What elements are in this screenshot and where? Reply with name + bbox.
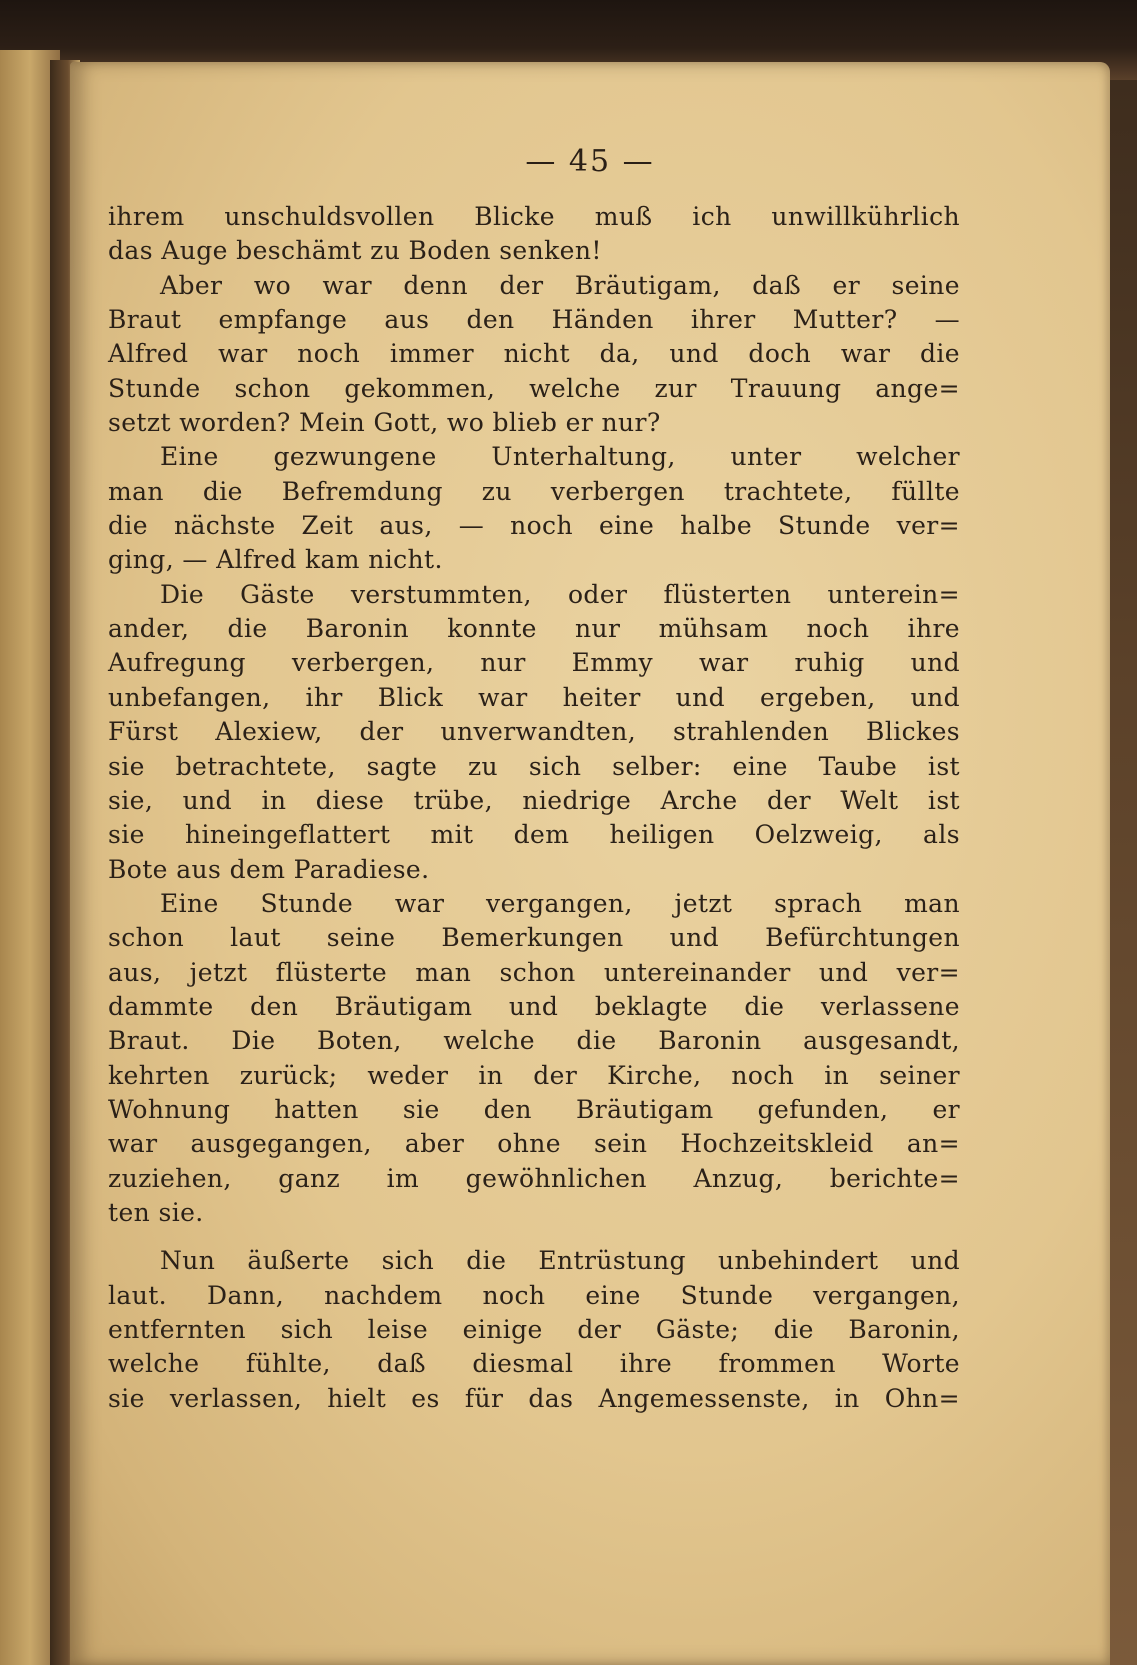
text-line: sie verlassen, hielt es für das Angemessenste, in Ohn= — [108, 1383, 960, 1413]
text-line: entfernten sich leise einige der Gäste; die Baronin, — [108, 1315, 960, 1344]
text-line: war ausgegangen, aber ohne sein Hochzeitskleid an= — [108, 1129, 960, 1159]
text-line: Aber wo war denn der Bräutigam, daß er seine — [160, 270, 960, 300]
text-line: Die Gäste verstummten, oder flüsterten unterein= — [160, 579, 960, 609]
text-line: ander, die Baronin konnte nur mühsam noch ihre — [108, 614, 960, 644]
text-line: Wohnung hatten sie den Bräutigam gefunden, er — [108, 1094, 960, 1124]
text-line: Stunde schon gekommen, welche zur Trauung ange= — [108, 373, 960, 403]
text-line: die nächste Zeit aus, — noch eine halbe Stunde ver= — [108, 511, 960, 541]
text-line: das Auge beschämt zu Boden senken! — [108, 236, 602, 266]
page-number: — 45 — — [525, 144, 655, 179]
text-line: laut. Dann, nachdem noch eine Stunde vergangen, — [108, 1280, 960, 1310]
text-line: zuziehen, ganz im gewöhnlichen Anzug, berichte= — [108, 1163, 960, 1193]
text-line: Alfred war noch immer nicht da, und doch war die — [108, 339, 960, 369]
text-line: Braut empfange aus den Händen ihrer Mutter? — — [108, 305, 960, 335]
text-line: Eine Stunde war vergangen, jetzt sprach man — [160, 888, 960, 918]
text-line: sie hineingeflattert mit dem heiligen Oelzweig, als — [108, 820, 960, 850]
text-line: Braut. Die Boten, welche die Baronin ausgesandt, — [108, 1026, 960, 1056]
text-line: man die Befremdung zu verbergen trachtete, füllte — [108, 476, 960, 506]
text-line: Nun äußerte sich die Entrüstung unbehindert und — [160, 1246, 960, 1276]
text-line: ten sie. — [108, 1197, 204, 1227]
text-line: aus, jetzt flüsterte man schon untereinander und ver= — [108, 957, 960, 987]
book-page — [70, 62, 1110, 1665]
text-line: ihrem unschuldsvollen Blicke muß ich unwillkührlich — [108, 202, 960, 231]
text-line: Bote aus dem Paradiese. — [108, 854, 430, 884]
text-line: unbefangen, ihr Blick war heiter und ergeben, und — [108, 682, 960, 712]
text-line: sie, und in diese trübe, niedrige Arche der Welt ist — [108, 785, 960, 815]
text-line: dammte den Bräutigam und beklagte die verlassene — [108, 991, 960, 1021]
body-text — [108, 200, 960, 1416]
text-line: ging, — Alfred kam nicht. — [108, 545, 443, 575]
text-line: Fürst Alexiew, der unverwandten, strahlenden Blickes — [108, 717, 960, 747]
text-line: Eine gezwungene Unterhaltung, unter welcher — [160, 442, 960, 472]
text-line: Aufregung verbergen, nur Emmy war ruhig und — [108, 648, 960, 678]
text-line: sie betrachtete, sagte zu sich selber: eine Taube ist — [108, 751, 960, 781]
text-line: welche fühlte, daß diesmal ihre frommen Worte — [108, 1349, 960, 1379]
text-line: setzt worden? Mein Gott, wo blieb er nur? — [108, 408, 661, 438]
text-line: kehrten zurück; weder in der Kirche, noch in seiner — [108, 1060, 960, 1090]
text-line: schon laut seine Bemerkungen und Befürchtungen — [108, 923, 960, 953]
